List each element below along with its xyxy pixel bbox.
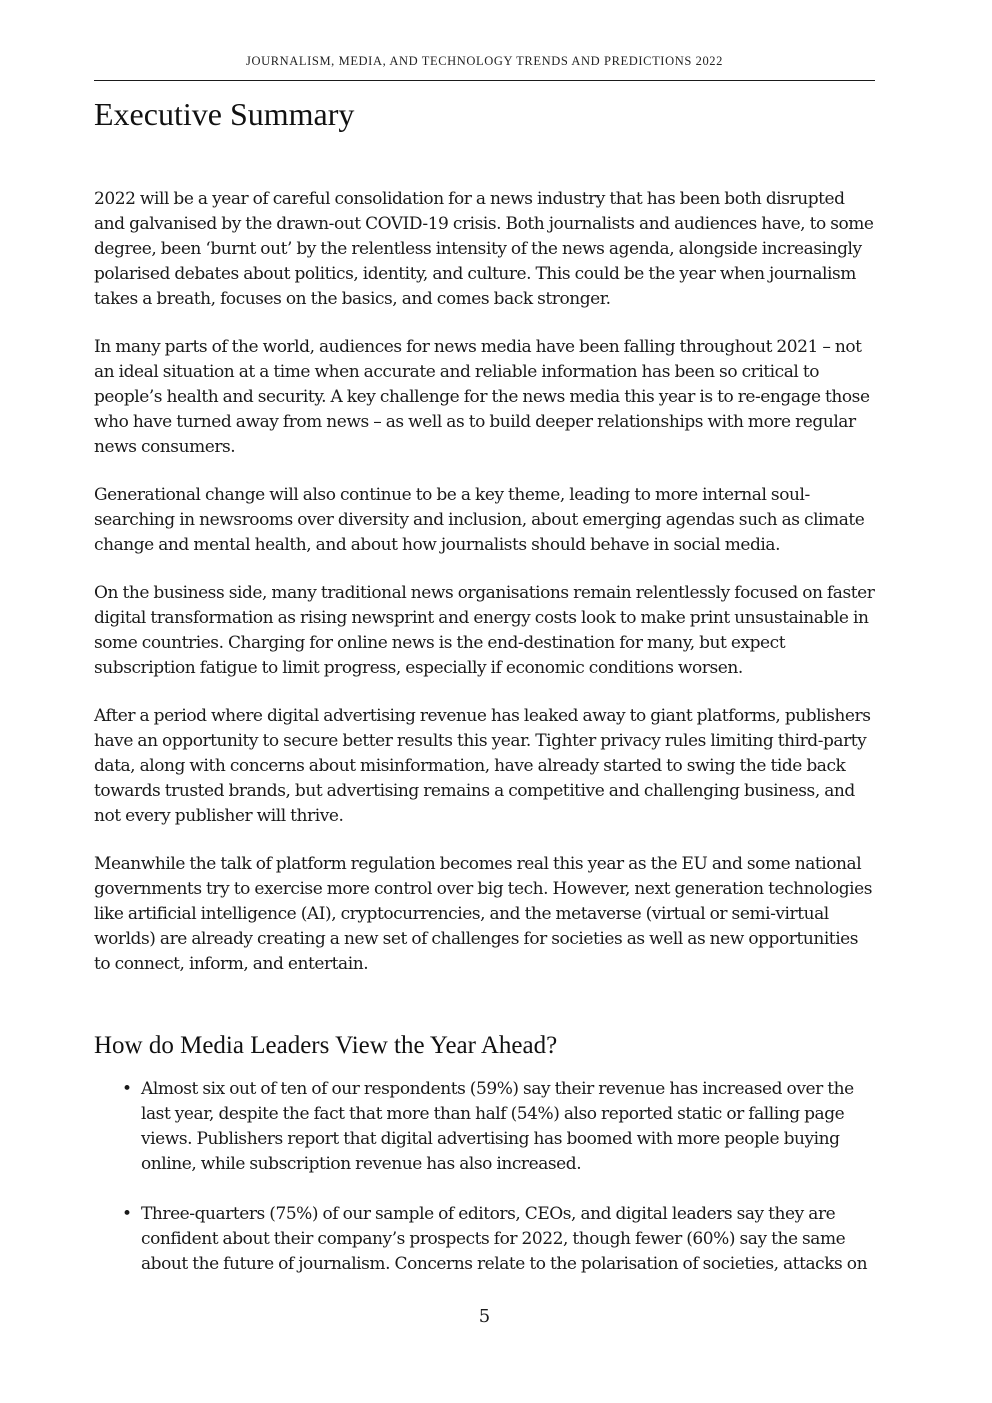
page-title: Executive Summary [94,96,355,132]
list-item [94,1202,875,1277]
paragraph: In many parts of the world, audiences for news media have been falling throughout 2021 – not an ideal situation at a time when accurate and reliable information has been so critical to people’s health and security. A key challenge for the news media this year is to re-engage those who have turned away from news – as well as to build deeper relationships with more regular news consumers. [94,337,870,457]
list-item-text: Three-quarters (75%) of our sample of editors, CEOs, and digital leaders say they are confident about their company’s prospects for 2022, though fewer (60%) say the same about the future of journalism. Concerns relate to the polarisation of societies, attacks on [141,1204,868,1274]
paragraph: On the business side, many traditional news organisations remain relentlessly focused on faster digital transformation as rising newsprint and energy costs look to make print unsustainable in some countries. Charging for online news is the end-destination for many, but expect subscription fatigue to limit progress, especially if economic conditions worsen. [94,583,875,678]
bullet-icon: • [122,1079,132,1099]
section-heading: How do Media Leaders View the Year Ahead? [94,1032,558,1059]
paragraph: Generational change will also continue to be a key theme, leading to more internal soul-searching in newsrooms over diversity and inclusion, about emerging agendas such as climate change and mental health, and about how journalists should behave in social media. [94,485,865,555]
bullet-list [94,1077,875,1302]
running-header: JOURNALISM, MEDIA, AND TECHNOLOGY TRENDS AND PREDICTIONS 2022 [245,54,723,68]
bullet-icon: • [122,1204,132,1224]
page-number: 5 [478,1306,491,1327]
paragraph: 2022 will be a year of careful consolidation for a news industry that has been both disrupted and galvanised by the drawn-out COVID-19 crisis. Both journalists and audiences have, to some degree, been ‘burnt out’ by the relentless intensity of the news agenda, alongside increasingly polarised debates about politics, identity, and culture. This could be the year when journalism takes a breath, focuses on the basics, and comes back stronger. [94,189,874,309]
list-item [94,1077,875,1177]
document-page [94,0,875,1403]
paragraph: After a period where digital advertising revenue has leaked away to giant platforms, publishers have an opportunity to secure better results this year. Tighter privacy rules limiting third-party data, along with concerns about misinformation, have already started to swing the tide back towards trusted brands, but advertising remains a competitive and challenging business, and not every publisher will thrive. [94,706,871,826]
list-item-text: Almost six out of ten of our respondents (59%) say their revenue has increased over the last year, despite the fact that more than half (54%) also reported static or falling page views. Publishers report that digital advertising has boomed with more people buying online, while subscription revenue has also increased. [141,1079,854,1174]
summary-body [94,187,875,1000]
header-rule [94,80,875,81]
paragraph: Meanwhile the talk of platform regulation becomes real this year as the EU and some national governments try to exercise more control over big tech. However, next generation technologies like artificial intelligence (AI), cryptocurrencies, and the metaverse (virtual or semi-virtual worlds) are already creating a new set of challenges for societies as well as new opportunities to connect, inform, and entertain. [94,854,873,974]
